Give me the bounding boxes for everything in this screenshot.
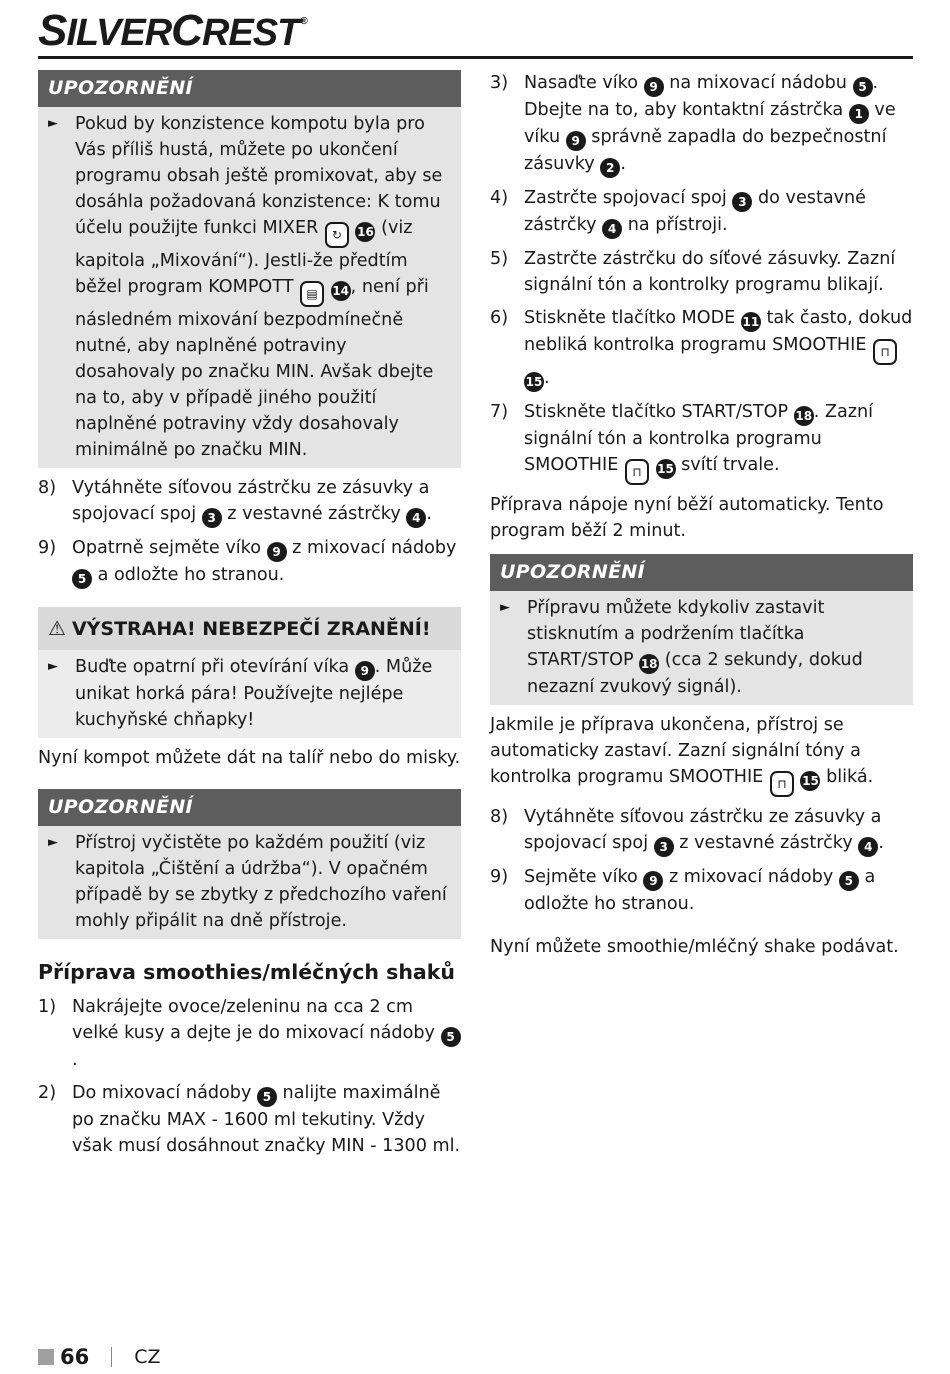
warning-bullet: ► Buďte opatrní při otevírání víka 9 . Může unikat horká pára! Používejte nejlépe kuchyňské chňapky! xyxy=(48,654,451,733)
note-box xyxy=(38,70,461,468)
ref-number: 9 xyxy=(644,77,664,97)
smoothie-button-icon: ⊓ xyxy=(625,459,649,485)
ref-number: 18 xyxy=(794,406,814,426)
right-column xyxy=(490,70,913,960)
header-rule xyxy=(38,56,913,59)
note-body xyxy=(38,107,461,468)
paragraph: Příprava nápoje nyní běží automaticky. Tento program běží 2 minut. xyxy=(490,495,884,541)
note-box xyxy=(38,789,461,939)
triangle-right-icon: ► xyxy=(48,659,58,674)
ref-number: 15 xyxy=(800,771,820,791)
note-box xyxy=(490,554,913,705)
left-column xyxy=(38,70,461,1159)
note-title: UPOZORNĚNÍ xyxy=(490,554,913,591)
triangle-right-icon: ► xyxy=(48,835,58,850)
paragraph: Jakmile je příprava ukončena, přístroj se automaticky zastaví. Zazní signální tóny a kontrolka programu SMOOTHIE ⊓ 15 bliká. xyxy=(490,712,913,797)
ref-number: 4 xyxy=(602,219,622,239)
note-title: UPOZORNĚNÍ xyxy=(38,70,461,107)
list-item: 1) Nakrájejte ovoce/zeleninu na cca 2 cm velké kusy a dejte je do mixovací nádoby 5. xyxy=(38,994,461,1073)
step-list xyxy=(490,804,913,917)
ref-number: 4 xyxy=(858,837,878,857)
ref-number: 18 xyxy=(639,654,659,674)
section-heading: Příprava smoothies/mléčných shaků xyxy=(38,960,455,984)
list-item: 3) Nasaďte víko 9 na mixovací nádobu 5 . Dbejte na to, aby kontaktní zástrčka 1 ve víku 9 správně zapadla do bezpečnostní zásuvky 2 . xyxy=(490,70,913,178)
step-list xyxy=(38,475,461,589)
ref-number: 5 xyxy=(441,1027,461,1047)
note-body xyxy=(38,826,461,939)
ref-number: 1 xyxy=(849,104,869,124)
brand-logo: SILVERCREST® xyxy=(38,6,307,55)
warning-title: ⚠ VÝSTRAHA! NEBEZPEČÍ ZRANĚNÍ! xyxy=(38,607,461,650)
note-bullet: ► Přístroj vyčistěte po každém použití (viz kapitola „Čištění a údržba“). V opačném případě by se zbytky z předchozího vaření mohly připálit na dně přístroje. xyxy=(48,830,451,934)
language-code: CZ xyxy=(134,1346,161,1368)
list-item: 5) Zastrčte zástrčku do síťové zásuvky. Zazní signální tón a kontrolky programu blikají. xyxy=(490,249,896,295)
ref-number: 5 xyxy=(839,871,859,891)
ref-number: 5 xyxy=(853,77,873,97)
footer-divider xyxy=(111,1347,112,1367)
step-list xyxy=(490,70,913,485)
ref-number: 11 xyxy=(741,312,761,332)
smoothie-button-icon: ⊓ xyxy=(770,771,794,797)
ref-number: 9 xyxy=(566,131,586,151)
page-number: 66 xyxy=(60,1345,90,1369)
paragraph: Nyní kompot můžete dát na talíř nebo do misky. xyxy=(38,748,461,768)
step-list xyxy=(38,994,461,1159)
list-item: 2) Do mixovací nádoby 5 nalijte maximálně po značku MAX - 1600 ml tekutiny. Vždy však musí dosáhnout značky MIN - 1300 ml. xyxy=(38,1083,461,1156)
note-bullet: ► Pokud by konzistence kompotu byla pro Vás příliš hustá, můžete po ukončení programu obsah ještě promixovat, aby se dosáhla požadovaná konzistence: K tomu účelu použijte funkci MIXER ↻ 16 (viz kapitola „Mixování“). Jestli-že předtím běžel program KOMPOTT ▤ 14, není při následném mixování bezpodmínečně nutné, aby naplněné potraviny dosahovaly po značku MIN. Avšak dbejte na to, aby v případě jiného použití naplněné potraviny vždy dosahovaly minimálně po značku MIN. xyxy=(48,111,451,463)
list-item: 8) Vytáhněte síťovou zástrčku ze zásuvky a spojovací spoj 3 z vestavné zástrčky 4 . xyxy=(490,804,913,857)
smoothie-button-icon: ⊓ xyxy=(873,339,897,365)
ref-number: 3 xyxy=(732,192,752,212)
ref-number: 3 xyxy=(654,837,674,857)
triangle-right-icon: ► xyxy=(500,600,510,615)
list-item: 9) Sejměte víko 9 z mixovací nádoby 5 a odložte ho stranou. xyxy=(490,867,876,914)
note-body xyxy=(490,591,913,705)
ref-number: 15 xyxy=(656,459,676,479)
list-item: 9) Opatrně sejměte víko 9 z mixovací nádoby 5 a odložte ho stranou. xyxy=(38,535,461,589)
list-item: 4) Zastrčte spojovací spoj 3 do vestavné zástrčky 4 na přístroji. xyxy=(490,185,913,239)
list-item: 7) Stiskněte tlačítko START/STOP 18. Zazní signální tón a kontrolka programu SMOOTHIE ⊓ 15 svítí trvale. xyxy=(490,399,913,485)
ref-number: 14 xyxy=(331,281,351,301)
ref-number: 16 xyxy=(355,222,375,242)
warning-body xyxy=(38,650,461,738)
note-bullet: ► Přípravu můžete kdykoliv zastavit stisknutím a podržením tlačítka START/STOP 18 (cca 2 sekundy, dokud nezazní zvukový signál). xyxy=(500,595,903,700)
triangle-right-icon: ► xyxy=(48,116,58,131)
ref-number: 4 xyxy=(406,508,426,528)
ref-number: 9 xyxy=(643,871,663,891)
ref-number: 15 xyxy=(524,372,544,392)
ref-number: 3 xyxy=(202,508,222,528)
ref-number: 2 xyxy=(600,158,620,178)
compote-button-icon: ▤ xyxy=(300,281,324,307)
mixer-button-icon: ↻ xyxy=(325,222,349,248)
warning-box xyxy=(38,607,461,738)
page-footer xyxy=(38,1344,161,1370)
ref-number: 9 xyxy=(355,661,375,681)
paragraph: Nyní můžete smoothie/mléčný shake podávat. xyxy=(490,937,899,957)
list-item: 8) Vytáhněte síťovou zástrčku ze zásuvky a spojovací spoj 3 z vestavné zástrčky 4 . xyxy=(38,475,461,528)
list-item: 6) Stiskněte tlačítko MODE 11 tak často, dokud nebliká kontrolka programu SMOOTHIE ⊓ 15. xyxy=(490,305,913,392)
footer-square-icon xyxy=(38,1349,54,1365)
ref-number: 5 xyxy=(257,1087,277,1107)
ref-number: 5 xyxy=(72,569,92,589)
warning-triangle-icon: ⚠ xyxy=(48,616,66,640)
ref-number: 9 xyxy=(267,542,287,562)
note-title: UPOZORNĚNÍ xyxy=(38,789,461,826)
